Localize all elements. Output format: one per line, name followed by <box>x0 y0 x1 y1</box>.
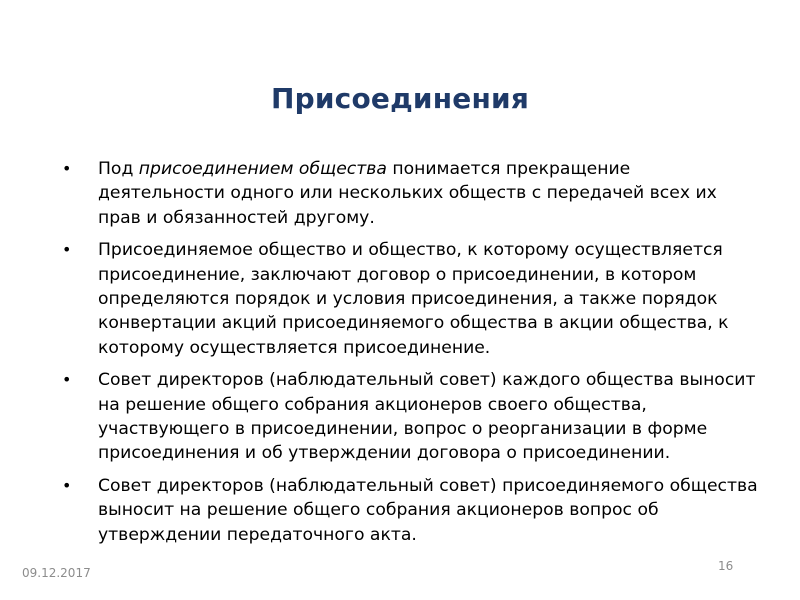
slide-title: Присоединения <box>270 82 530 115</box>
page-number: 16 <box>718 559 734 573</box>
bullet-dot-icon: • <box>62 475 72 495</box>
footer-date: 09.12.2017 <box>22 566 91 580</box>
bullet-text: Совет директоров (наблюдательный совет) каждого общества выносит на решение общего собрания акционеров своего общества, участвующего в присоединении, вопрос о реорганизации в форме присоединения и об утверждении договора о присоединении. <box>98 370 756 464</box>
bullet-item-merger-agreement <box>62 238 762 360</box>
bullet-item-board-acquired-company <box>62 474 762 547</box>
bullet-text-suffix: понимается прекращение деятельности одного или нескольких обществ с передачей всех их прав и обязанностей другому. <box>98 159 717 228</box>
bullet-text: Присоединяемое общество и общество, к которому осуществляется присоединение, заключают договор о присоединении, в котором определяются порядок и условия присоединения, а также порядок конвертации акций присоединяемого общества в акции общества, к которому осуществляется присоединение. <box>98 240 729 358</box>
bullet-dot-icon: • <box>62 240 72 260</box>
bullet-text-prefix: Под <box>98 159 139 179</box>
bullet-text-emphasis: присоединением общества <box>138 159 387 179</box>
bullet-item-board-each-company <box>62 368 762 466</box>
bullet-dot-icon: • <box>62 370 72 390</box>
bullet-list <box>62 157 762 555</box>
bullet-item-definition <box>62 157 762 230</box>
bullet-text: Совет директоров (наблюдательный совет) присоединяемого общества выносит на решение общего собрания акционеров вопрос об утверждении передаточного акта. <box>98 475 758 545</box>
bullet-dot-icon: • <box>62 159 72 178</box>
